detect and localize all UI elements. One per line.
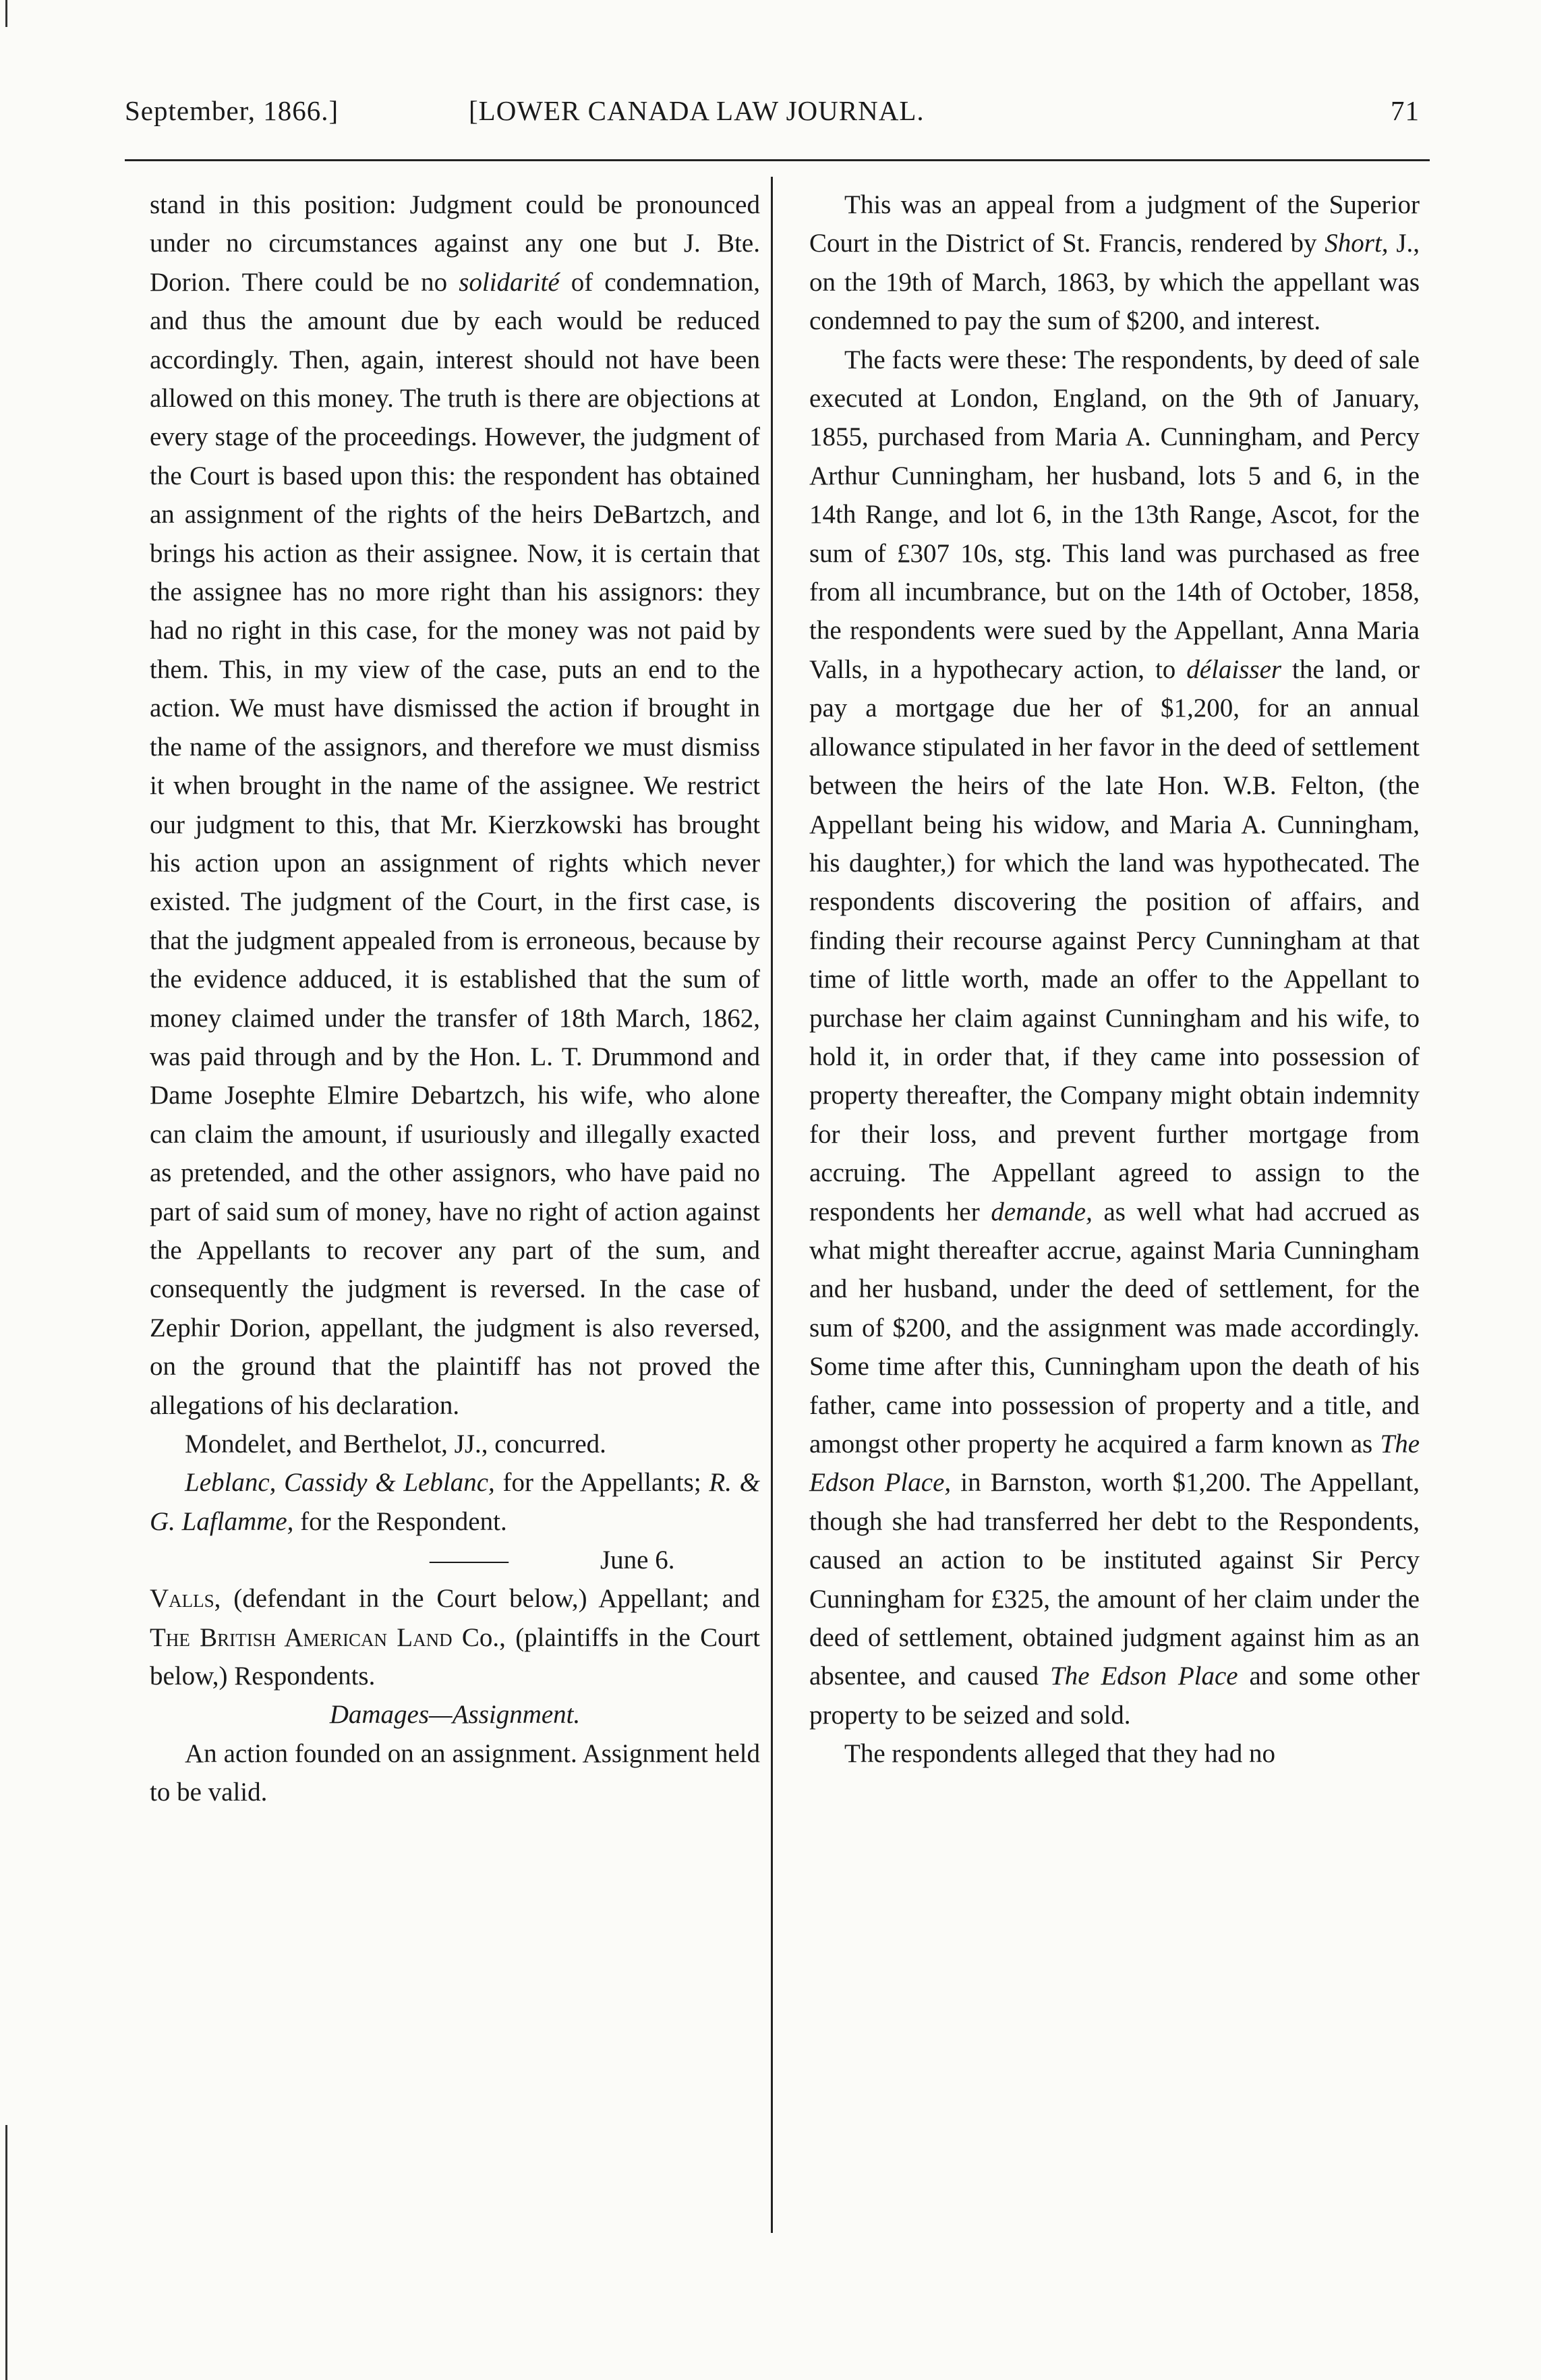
- separator-dash: ———: [430, 1546, 508, 1575]
- paragraph-facts: The facts were these: The respondents, by deed of sale executed at London, England, on the 9th of January, 1855, purchased from Maria A. Cunningham, and Percy Arthur Cunningham, her husband, lots 5 and 6, in the 14th Range, and lot 6, in the 13th Range, Ascot, for the sum of £307 10s, stg. This land was purchased as free from all incumbrance, but on the 14th of October, 1858, the respondents were sued by the Appellant, Anna Maria Valls, in a hypothecary action, to délaisser the land, or pay a mortgage due her of $1,200, for an annual allowance stipulated in her favor in the deed of settlement between the heirs of the late Hon. W.B. Felton, (the Appellant being his widow, and Maria A. Cunningham, his daughter,) for which the land was hypothecated. The respondents discovering the position of affairs, and finding their recourse against Percy Cunningham at that time of little worth, made an offer to the Appellant to purchase her claim against Cunningham and his wife, to hold it, in order that, if they came into possession of property thereafter, the Company might obtain indemnity for their loss, and prevent further mortgage from accruing. The Appellant agreed to assign to the respondents her demande, as well what had accrued as what might thereafter accrue, against Maria Cunningham and her husband, under the deed of settlement, for the sum of $200, and the assignment was made accordingly. Some time after this, Cunningham upon the death of his father, came into possession of property and a title, and amongst other property he acquired a farm known as The Edson Place, in Barnston, worth $1,200. The Appellant, though she had transferred her debt to the Respondents, caused an action to be instituted against Sir Percy Cunningham for £325, the amount of her claim under the deed of settlement, obtained judgment against him as an absentee, and caused The Edson Place and some other property to be seized and sold.: [809, 345, 1420, 1730]
- header-date: September, 1866.]: [125, 95, 339, 126]
- headnote: An action founded on an assignment. Assignment held to be valid.: [150, 1738, 760, 1807]
- page-number: 71: [1391, 95, 1420, 126]
- scan-edge-mark: [5, 0, 7, 27]
- left-column: [150, 186, 760, 1812]
- paragraph-judgment: stand in this position: Judgment could be pronounced under no circumstances against any one but J. Bte. Dorion. There could be no solidarité of condemnation, and thus the amount due by each would be reduced accordingly. Then, again, interest should not have been allowed on this money. The truth is there are objections at every stage of the proceedings. However, the judgment of the Court is based upon this: the respondent has obtained an assignment of the rights of the heirs DeBartzch, and brings his action as their assignee. Now, it is certain that the assignee has no more right than his assignors: they had no right in this case, for the money was not paid by them. This, in my view of the case, puts an end to the action. We must have dismissed the action if brought in the name of the assignors, and therefore we must dismiss it when brought in the name of the assignee. We restrict our judgment to this, that Mr. Kierzkowski has brought his action upon an assignment of rights which never existed. The judgment of the Court, in the first case, is that the judgment appealed from is erroneous, because by the evidence adduced, it is established that the sum of money claimed under the transfer of 18th March, 1862, was paid through and by the Hon. L. T. Drummond and Dame Josephte Elmire Debartzch, his wife, who alone can claim the amount, if usuriously and illegally exacted as pretended, and the other assignors, who have paid no part of said sum of money, have no right of action against the Appellants to recover any part of the sum, and consequently the judgment is reversed. In the case of Zephir Dorion, appellant, the judgment is also reversed, on the ground that the plaintiff has not proved the allegations of his declaration.: [150, 190, 760, 1420]
- paragraph-respondents: The respondents alleged that they had no: [844, 1739, 1275, 1769]
- case-title: Valls, (defendant in the Court below,) Appellant; and The British American Land Co., (plaintiffs in the Court below,) Respondents.: [150, 1584, 760, 1691]
- header-rule: [125, 159, 1430, 161]
- right-column: [809, 186, 1420, 1774]
- counsel-line: Leblanc, Cassidy & Leblanc, for the Appellants; R. & G. Laflamme, for the Respondent.: [150, 1468, 760, 1536]
- paragraph-appeal: This was an appeal from a judgment of the Superior Court in the District of St. Francis, rendered by Short, J., on the 19th of March, 1863, by which the appellant was condemned to pay the sum of $200, and interest.: [809, 190, 1420, 336]
- case-date: June 6.: [600, 1546, 675, 1575]
- case-date-line: [150, 1541, 760, 1579]
- journal-title: [LOWER CANADA LAW JOURNAL.: [469, 95, 925, 126]
- case-subject: Damages—Assignment.: [329, 1700, 581, 1730]
- running-header: [125, 94, 1420, 148]
- concurrence-line: Mondelet, and Berthelot, JJ., concurred.: [185, 1429, 606, 1458]
- column-divider: [771, 177, 773, 2233]
- scan-edge-mark: [5, 2125, 7, 2380]
